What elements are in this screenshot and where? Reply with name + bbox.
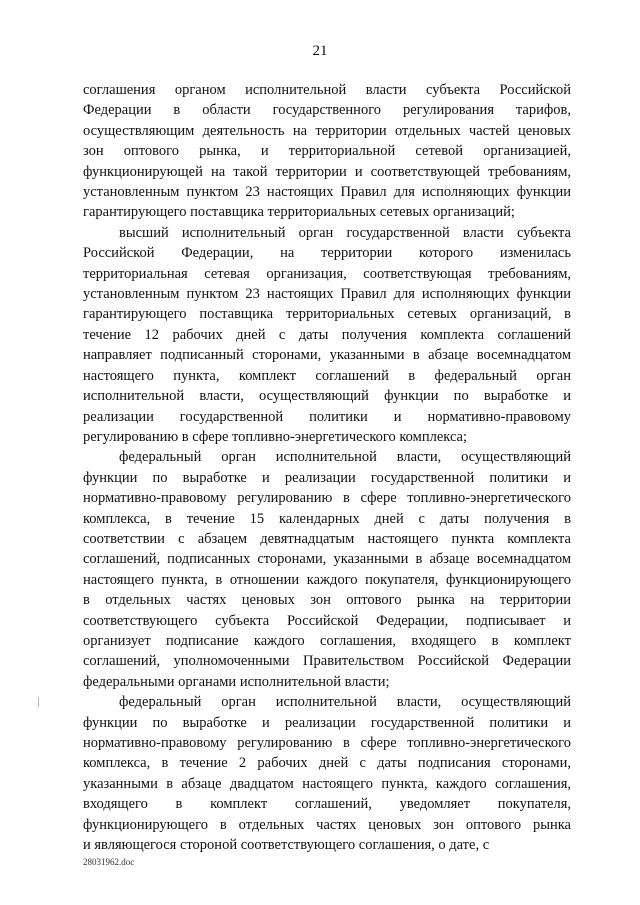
paragraph (83, 447, 571, 692)
text-line: федеральными органами исполнительной власти; (83, 673, 390, 690)
text-line: федеральный орган исполнительной власти, осуществляющий (119, 449, 571, 466)
text-line: соглашения органом исполнительной власти субъекта Российской (83, 82, 571, 98)
text-line: Российской Федерации, на территории которого изменилась (83, 245, 571, 262)
text-line: настоящего пункта, в отношении каждого покупателя, функционирующего (83, 571, 571, 588)
text-line: установленным пунктом 23 настоящих Правил для исполняющих функции (83, 286, 571, 303)
text-line: в отдельных частях ценовых зон оптового рынка на территории (83, 592, 571, 609)
text-line: входящего в комплект соглашений, уведомляет покупателя, (83, 796, 571, 813)
text-line: территориальная сетевая организация, соответствующая требованиям, (83, 265, 571, 282)
text-line: нормативно-правовому регулированию в сфере топливно-энергетического (83, 490, 571, 507)
text-line: регулированию в сфере топливно-энергетического комплекса; (83, 428, 468, 445)
page-number: 21 (312, 43, 328, 59)
text-line: функционирующего в отдельных частях ценовых зон оптового рынка (83, 816, 571, 833)
text-line: комплекса, в течение 15 календарных дней с даты получения в (83, 510, 571, 527)
paragraph (83, 692, 571, 855)
text-line: гарантирующего поставщика территориальных сетевых организаций, в (83, 306, 571, 323)
text-line: исполнительной власти, осуществляющий функции по выработке и (83, 388, 571, 405)
document-body (83, 80, 571, 855)
text-line: функции по выработке и реализации государственной политики и (83, 469, 571, 486)
text-line: гарантирующего поставщика территориальных сетевых организаций; (83, 204, 515, 221)
text-line: осуществляющим деятельность на территории отдельных частей ценовых (83, 122, 571, 139)
paragraph (83, 80, 571, 223)
paragraph (83, 223, 571, 447)
text-line: зон оптового рынка, и территориальной сетевой организацией, (83, 143, 571, 160)
margin-mark (38, 697, 39, 707)
text-line: функции по выработке и реализации государственной политики и (83, 714, 571, 731)
text-line: течение 12 рабочих дней с даты получения комплекта соглашений (83, 326, 571, 343)
text-line: соглашений, подписанных сторонами, указанными в абзаце восемнадцатом (83, 551, 571, 568)
text-line: организует подписание каждого соглашения, входящего в комплект (83, 632, 571, 649)
text-line: указанными в абзаце двадцатом настоящего пункта, каждого соглашения, (83, 775, 571, 792)
text-line: настоящего пункта, комплект соглашений в федеральный орган (83, 367, 571, 384)
text-line: установленным пунктом 23 настоящих Правил для исполняющих функции (83, 184, 571, 201)
text-line: функционирующей на такой территории и соответствующей требованиям, (83, 163, 571, 180)
text-line: высший исполнительный орган государственной власти субъекта (119, 224, 571, 241)
text-line: соответствии с абзацем девятнадцатым настоящего пункта комплекта (83, 530, 571, 547)
text-line: нормативно-правовому регулированию в сфере топливно-энергетического (83, 735, 571, 751)
text-line: Федерации в области государственного регулирования тарифов, (83, 102, 571, 119)
text-line: и являющегося стороной соответствующего соглашения, о дате, с (83, 837, 490, 854)
text-line: направляет подписанный сторонами, указанными в абзаце восемнадцатом (83, 347, 571, 364)
footer-filename: 28031962.doc (83, 857, 135, 867)
text-line: соответствующего субъекта Российской Федерации, подписывает и (83, 612, 571, 629)
text-line: соглашений, уполномоченными Правительством Российской Федерации (83, 653, 571, 670)
text-line: реализации государственной политики и нормативно-правовому (83, 408, 571, 425)
text-line: федеральный орган исполнительной власти, осуществляющий (119, 694, 571, 711)
text-line: комплекса, в течение 2 рабочих дней с даты подписания сторонами, (83, 755, 571, 772)
